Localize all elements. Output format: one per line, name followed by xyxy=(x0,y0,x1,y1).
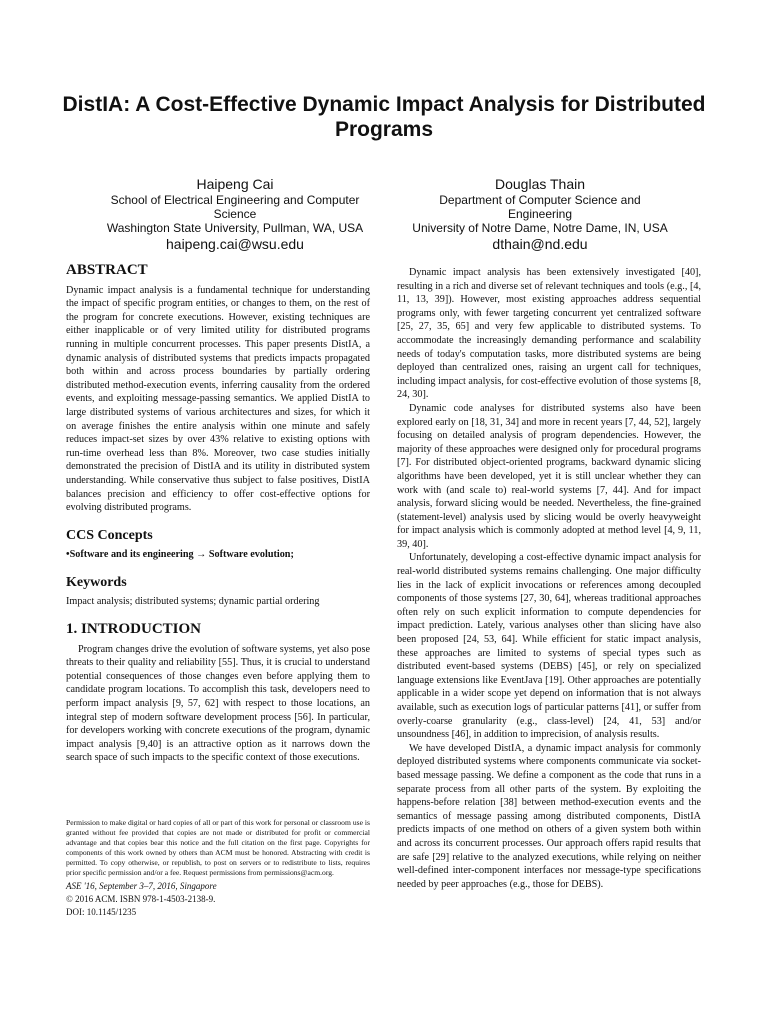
abstract-text: Dynamic impact analysis is a fundamental technique for understanding the impact of specific program entities, or changes to them, on the rest of the program for concrete executions. However, existing techniques are either inapplicable or of very limited utility for distributed programs running in multiple concurrent processes. This paper presents DistIA, a dynamic analysis of distributed systems that predicts impacts propagated both within and across process boundaries by partially ordering distributed method-execution events, inferring causality from the ordered events, and exploiting message-passing semantics. We applied DistIA to large distributed systems of various architectures and sizes, for which it on average finishes the entire analysis within one minute and safely reduces impact-set sizes by over 43% relative to existing options with run-time overhead less than 8%. Moreover, two case studies initially demonstrated the precision of DistIA and its utility in distributed system understanding. While conservative thus subject to false positives, DistIA balances precision and efficiency to offer cost-effective options for evolving distributed programs. xyxy=(66,284,370,514)
author-name: Haipeng Cai xyxy=(196,176,274,192)
left-column xyxy=(66,264,370,765)
doi-line: DOI: 10.1145/1235 xyxy=(66,907,137,917)
paper-title: DistIA: A Cost-Effective Dynamic Impact Analysis for Distributed Programs xyxy=(62,93,706,141)
author-affiliation-line: Science xyxy=(213,207,257,221)
body-paragraph: Dynamic impact analysis has been extensively investigated [40], resulting in a rich and diverse set of relevant techniques and tools (e.g., [4, 11, 13, 39]). However, most existing approaches address sequential programs only, with fewer targeting concurrent yet centralized software [25, 27, 35, 65] and very few applicable to distributed systems. To accommodate the increasingly demanding performance and scalability needs of today's computation tasks, more distributed systems are being deployed than centralized ones, raising an urgent call for techniques, including impact analysis, for cost-effective evolution of those systems [8, 24, 30]. xyxy=(397,267,701,401)
ccs-text: •Software and its engineering → Software evolution; xyxy=(66,549,294,561)
author-block-2 xyxy=(380,175,700,253)
copyright-footer xyxy=(66,818,370,919)
author-affiliation-line: School of Electrical Engineering and Computer xyxy=(110,193,360,207)
body-paragraph: We have developed DistIA, a dynamic impact analysis for commonly deployed distributed systems where components communicate via socket-based message passing. We define a component as the code that runs in a separate process from all other parts of the system. By exploiting the happens-before relation [38] between method-execution events and the semantics of message passing among distributed components, DistIA predicts impacts of one method on others of a given system both within and across its concurrent processes. Our approach offers rapid results that are safe [29] relative to the analyzed executions, while relying on neither well-defined inter-component interfaces nor message-type specifications needed by peer approaches (e.g., those for DEBS). xyxy=(397,742,701,890)
body-paragraph: Unfortunately, developing a cost-effective dynamic impact analysis for real-world distributed systems remains challenging. One major difficulty lies in the lack of explicit invocations or references among decoupled components of those systems [27, 30, 64], whereas traditional approaches often rely on such explicit information to compute dependencies for impact prediction. Lately, various analyses other than slicing have also been proposed [24, 53, 64]. While efficient for static impact analysis, these approaches are limited to systems of special types such as distributed event-based systems (DEBS) [45], or rely on specialized language extensions like EventJava [19]. Other approaches are potentially applicable in a wider scope yet depend on information that is not always available, such as execution logs of particular patterns [41], or suffer from overly-coarse granularity (e.g., class-level) [24, 41, 53] and/or unsoundness [46], in addition to imprecision, of analysis results. xyxy=(397,552,701,741)
author-affiliation-line: Engineering xyxy=(507,207,573,221)
right-column xyxy=(397,266,701,891)
abstract-heading: ABSTRACT xyxy=(66,262,148,278)
author-email: haipeng.cai@wsu.edu xyxy=(166,236,304,252)
introduction-heading: 1. INTRODUCTION xyxy=(66,621,202,638)
keywords-heading: Keywords xyxy=(66,574,127,590)
author-block-1 xyxy=(80,175,390,253)
author-affiliation-line: Department of Computer Science and xyxy=(439,193,641,207)
author-name: Douglas Thain xyxy=(494,176,586,192)
ccs-heading: CCS Concepts xyxy=(66,527,153,543)
introduction-paragraph: Program changes drive the evolution of software systems, yet also pose threats to their quality and reliability [55]. Thus, it is crucial to understand potential consequences of those changes even before applying them to candidate program locations. To accomplish this task, developers need to perform impact analysis [9, 57, 62] with respect to those locations, an integral step of modern software development process [56]. In particular, for developers working with concrete executions of the program, dynamic impact analysis [9,40] is an attractive option as it narrows down the search space of such impacts to the specific context of those executions. xyxy=(66,643,370,764)
copyright-line: © 2016 ACM. ISBN 978-1-4503-2138-9. xyxy=(66,894,216,904)
author-affiliation-line: Washington State University, Pullman, WA, USA xyxy=(106,221,364,235)
keywords-text: Impact analysis; distributed systems; dynamic partial ordering xyxy=(66,596,320,608)
conference-line: ASE '16, September 3–7, 2016, Singapore xyxy=(66,881,217,891)
author-affiliation-line: University of Notre Dame, Notre Dame, IN, USA xyxy=(412,221,668,235)
permission-notice: Permission to make digital or hard copies of all or part of this work for personal or classroom use is granted without fee provided that copies are not made or distributed for profit or commercial advantage and that copies bear this notice and the full citation on the first page. Copyrights for components of this work owned by others than ACM must be honored. Abstracting with credit is permitted. To copy otherwise, or republish, to post on servers or to redistribute to lists, requires prior specific permission and/or a fee. Request permissions from permissions@acm.org. xyxy=(66,818,370,877)
body-paragraph: Dynamic code analyses for distributed systems also have been explored early on [18, 31, 34] and more in recent years [7, 44, 52], largely focusing on detailed analysis of program dependencies. However, the majority of these approaches were designed only for procedural programs [7]. For distributed object-oriented programs, backward dynamic slicing algorithms have been developed, yet it is still unclear whether they can work with (and scale to) real-world systems [7, 44]. And for impact analysis, forward slicing would be needed. Nevertheless, the fine-grained (statement-level) analysis used by slicing would be overly heavyweight for impact analysis which is commonly adopted at method level [4, 9, 11, 39, 40]. xyxy=(397,402,701,550)
author-email: dthain@nd.edu xyxy=(492,236,588,252)
